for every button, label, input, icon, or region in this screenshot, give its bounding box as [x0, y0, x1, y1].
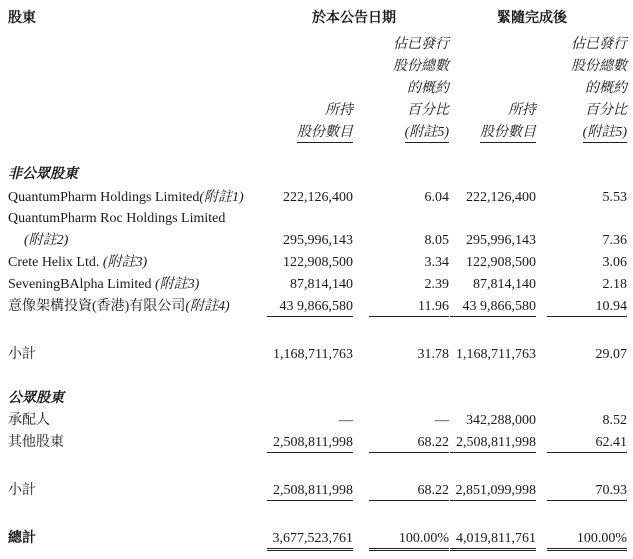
row3-pct-now: 3.34 [424, 255, 449, 270]
row2-pct-after: 7.36 [602, 233, 627, 248]
total-pct-after: 100.00% [547, 530, 627, 551]
other-shares-now: 2,508,811,998 [267, 434, 353, 453]
row5-shares-after: 43 9,866,580 [450, 298, 536, 317]
other-shares-after: 2,508,811,998 [450, 434, 536, 453]
row4-label [8, 276, 199, 294]
row4-pct-after: 2.18 [602, 277, 627, 292]
subtotal1-shares-now: 1,168,711,763 [273, 347, 353, 362]
row5-shares-now: 43 9,866,580 [267, 298, 353, 317]
section-non-public: 非公眾股東 [8, 167, 78, 182]
pct-now-header-3: 的概約 [407, 81, 449, 96]
row3-name: Crete Helix Ltd. [8, 255, 100, 270]
row4-note: (附註3) [154, 277, 200, 292]
section-public: 公眾股東 [8, 391, 64, 406]
total-shares-now: 3,677,523,761 [267, 530, 353, 551]
row4-pct-now: 2.39 [424, 277, 449, 292]
row2-pct-now: 8.05 [424, 233, 449, 248]
row5-label [8, 298, 230, 316]
row5-name: 意像架構投資(香港)有限公司 [8, 299, 186, 314]
subtotal2-label: 小計 [8, 483, 36, 498]
shares-after-header-2: 股份數目 [480, 124, 536, 143]
row5-pct-after: 10.94 [547, 298, 627, 317]
pct-after-header-1: 佔已發行 [571, 37, 627, 52]
row5-note: (附註4) [185, 299, 230, 314]
row1-note: (附註1) [199, 190, 244, 205]
subtotal1-pct-now: 31.78 [417, 347, 449, 362]
row1-label [8, 189, 244, 207]
subtotal1-shares-after: 1,168,711,763 [456, 347, 536, 362]
header-after-completion: 緊隨完成後 [497, 11, 567, 26]
row4-shares-now: 87,814,140 [290, 277, 353, 292]
row5-pct-now: 11.96 [369, 298, 449, 317]
subtotal1-pct-after: 29.07 [595, 347, 627, 362]
row3-note: (附註3) [102, 255, 148, 270]
shares-now-header-1: 所持 [325, 103, 353, 118]
placee-shares-after: 342,288,000 [466, 413, 536, 428]
row3-pct-after: 3.06 [602, 255, 627, 270]
placee-pct-after: 8.52 [602, 413, 627, 428]
other-pct-now: 68.22 [369, 434, 449, 453]
row2-name: QuantumPharm Roc Holdings Limited [8, 211, 226, 226]
row2-shares-now: 295,996,143 [283, 233, 353, 248]
pct-after-header-4: 百分比 [585, 103, 627, 118]
total-shares-after: 4,019,811,761 [450, 530, 536, 551]
subtotal2-pct-now: 68.22 [369, 482, 449, 501]
pct-now-header-4: 百分比 [407, 103, 449, 118]
subtotal2-shares-now: 2,508,811,998 [267, 482, 353, 501]
pct-now-header-1: 佔已發行 [393, 37, 449, 52]
subtotal2-shares-after: 2,851,099,998 [450, 482, 536, 501]
pct-after-header-5: (附註5) [583, 124, 627, 143]
placee-label: 承配人 [8, 413, 50, 428]
pct-after-header-3: 的概約 [585, 81, 627, 96]
row2-note: (附註2) [24, 233, 69, 248]
row1-name: QuantumPharm Holdings Limited [8, 190, 200, 205]
pct-after-header-2: 股份總數 [571, 59, 627, 74]
row1-pct-after: 5.53 [602, 190, 627, 205]
pct-now-header-5: (附註5) [405, 124, 449, 143]
row4-shares-after: 87,814,140 [473, 277, 536, 292]
subtotal2-pct-after: 70.93 [547, 482, 627, 501]
shares-after-header-1: 所持 [508, 103, 536, 118]
placee-pct-now: — [435, 413, 449, 428]
row1-shares-after: 222,126,400 [466, 190, 536, 205]
placee-shares-now: — [339, 413, 353, 428]
row3-shares-now: 122,908,500 [283, 255, 353, 270]
row4-name: SeveningBAlpha Limited [8, 277, 152, 292]
header-at-announcement: 於本公告日期 [312, 11, 396, 26]
row1-pct-now: 6.04 [424, 190, 449, 205]
row1-shares-now: 222,126,400 [283, 190, 353, 205]
row2-shares-after: 295,996,143 [466, 233, 536, 248]
row3-label [8, 254, 147, 272]
pct-now-header-2: 股份總數 [393, 59, 449, 74]
total-label: 總計 [8, 531, 36, 546]
shares-now-header-2: 股份數目 [297, 124, 353, 143]
total-pct-now: 100.00% [369, 530, 449, 551]
other-pct-after: 62.41 [547, 434, 627, 453]
other-shareholders-label: 其他股東 [8, 435, 64, 450]
subtotal1-label: 小計 [8, 347, 36, 362]
header-shareholders: 股東 [8, 11, 36, 26]
row3-shares-after: 122,908,500 [466, 255, 536, 270]
